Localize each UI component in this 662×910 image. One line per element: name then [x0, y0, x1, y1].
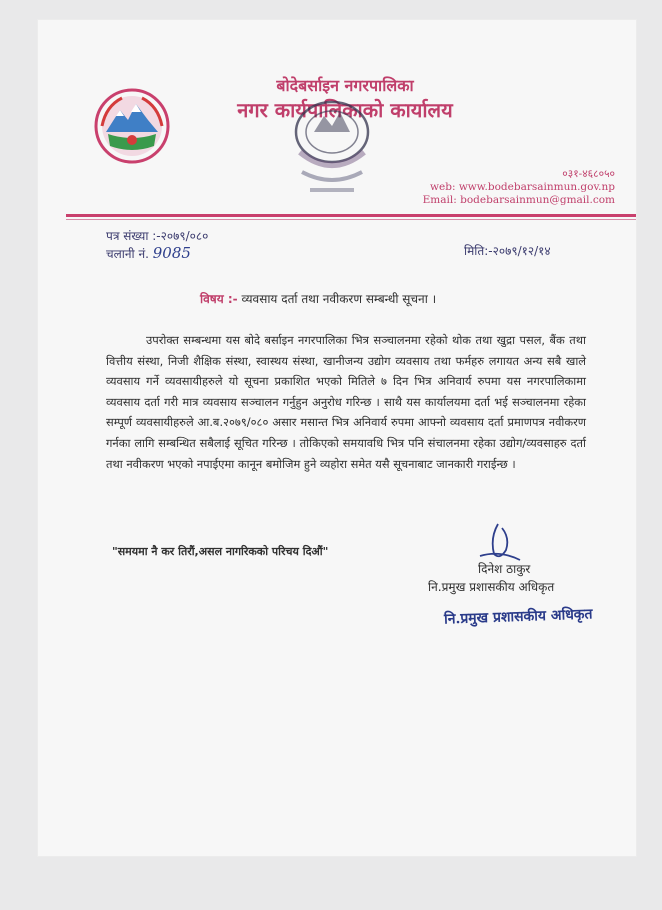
office-stamp	[262, 92, 402, 202]
contact-block	[423, 168, 615, 207]
official-seal: नि.प्रमुख प्रशासकीय अधिकृत	[443, 606, 593, 628]
nepal-emblem-icon	[92, 86, 172, 166]
reference-block	[106, 228, 208, 263]
office-name: नगर कार्यपालिकाको कार्यालय	[237, 98, 453, 122]
header-divider	[66, 214, 636, 217]
website-link[interactable]: web: www.bodebarsainmun.gov.np	[430, 181, 615, 193]
signatory-name: दिनेश ठाकुर	[478, 562, 531, 576]
signatory-title: नि.प्रमुख प्रशासकीय अधिकृत	[428, 580, 555, 594]
email-link[interactable]: Email: bodebarsainmun@gmail.com	[422, 194, 615, 206]
header-divider-thin	[66, 219, 636, 220]
letter-body: उपरोक्त सम्बन्धमा यस बोदे बर्साइन नगरपालिका भित्र सञ्चालनमा रहेको थोक तथा खुद्रा पसल, बैंक तथा वित्तीय संस्था, निजी शैक्षिक संस्था, स्वास्थय संस्था, खानीजन्य उद्योग व्यवसाय तथा फर्महरु लगायत अन्य सबै खाले व्यवसाय गर्ने व्यवसायीहरुले यो सूचना प्रकाशित भएको मितिले ७ दिन भित्र अनिवार्य रुपमा यस नगरपालिकामा व्यवसाय दर्ता गरी मात्र व्यवसाय सञ्चालन गर्नुहुन अनुरोध गरिन्छ । साथै यस कार्यालयमा दर्ता भई सञ्चालनमा रहेका सम्पूर्ण व्यवसायीहरुले आ.ब.२०७९/०८० असार मसान्त भित्र अनिवार्य रुपमा आफ्नो व्यवसाय दर्ता प्रमाणपत्र नवीकरण गर्नका लागि सम्बन्धित सबैलाई सूचित गरिन्छ । तोकिएको समयावधि भित्र पनि संचालनमा रहेका उद्योग/व्यवसाहरु दर्ता तथा नवीकरण भएको नपाईएमा कानून बमोजिम हुने व्यहोरा समेत यसै सूचनाबाट जानकारी गराईन्छ ।	[106, 333, 586, 471]
subject-text: व्यवसाय दर्ता तथा नवीकरण सम्बन्धी सूचना ।	[241, 292, 437, 306]
dispatch-label: चलानी नं.	[106, 247, 149, 261]
subject-line	[200, 290, 436, 307]
reference-number: पत्र संख्या :-२०७९/०८०	[106, 229, 209, 243]
municipality-name: बोदेबर्साइन नगरपालिका	[276, 76, 414, 95]
dispatch-line	[106, 245, 208, 263]
phone-number: ०३१-४६८०५०	[562, 168, 615, 180]
letter-date: मिति:-२०७९/१२/१४	[464, 244, 551, 258]
subject-label: विषय :-	[200, 292, 238, 306]
slogan: "समयमा नै कर तिरौं,असल नागरिकको परिचय दिऔं"	[112, 545, 329, 558]
dispatch-number: 9085	[152, 244, 191, 262]
